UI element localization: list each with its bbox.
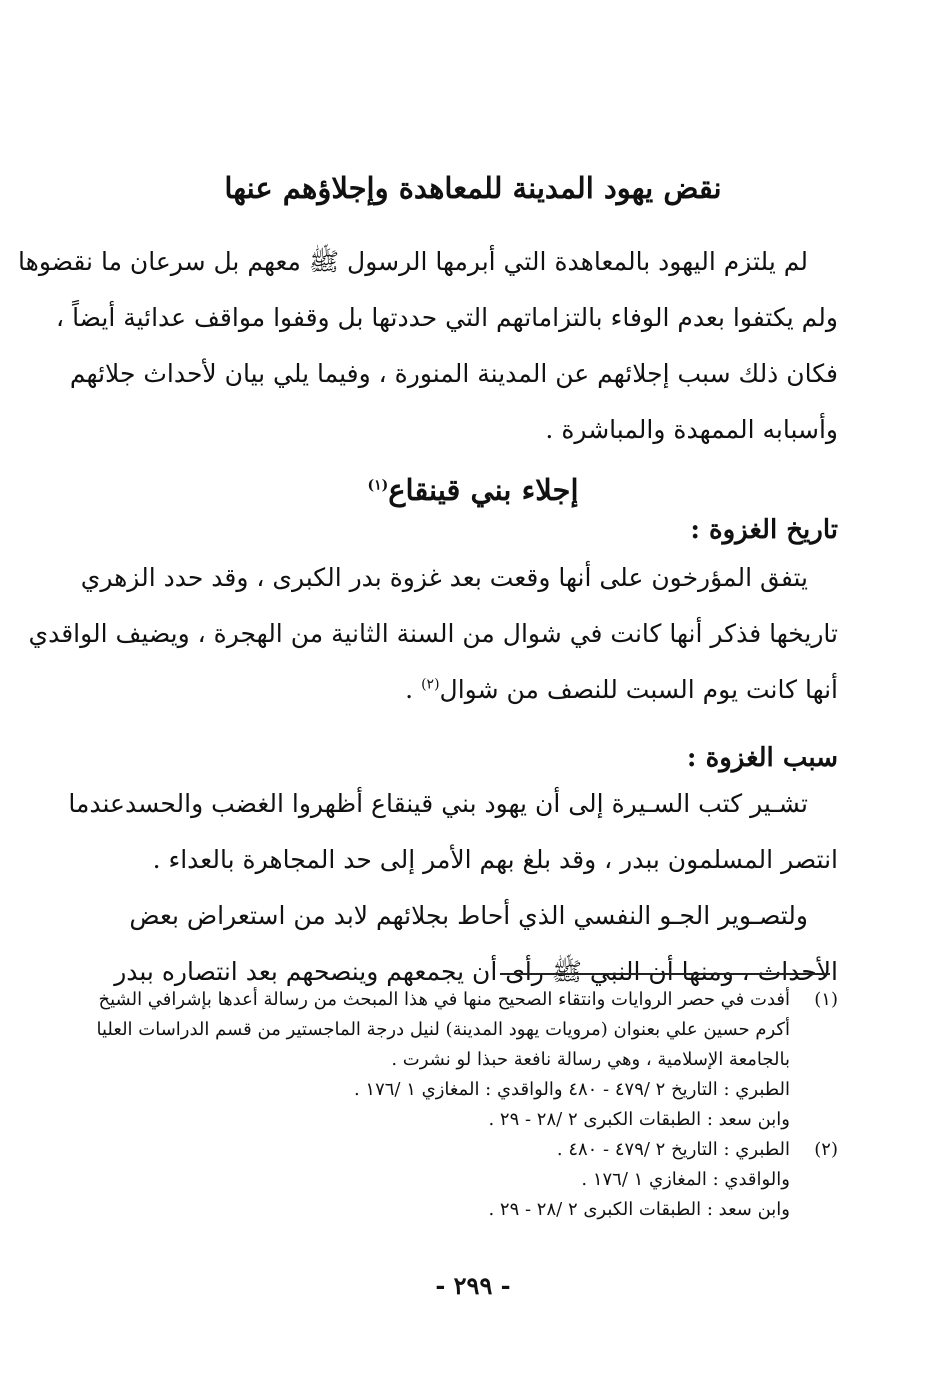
footnote-1-text-4: الطبري : التاريخ ٢ /٤٧٩ - ٤٨٠ والواقدي : المغازي ١ /١٧٦ . [353,1079,790,1100]
footnote-1-line-1 [98,985,838,1015]
footnote-2-text-1: الطبري : التاريخ ٢ /٤٧٩ - ٤٨٠ . [556,1139,790,1160]
footnote-1-number: (١) [814,989,838,1010]
footnote-1-text-2: أكرم حسين علي بعنوان (مرويات يهود المدينة) لنيل درجة الماجستير من قسم الدراسات العليا [96,1019,790,1040]
footnote-2-text-2: والواقدي : المغازي ١ /١٧٦ . [581,1169,790,1190]
date-line-3-tail: . [405,675,422,704]
date-heading: تاريخ الغزوة : [690,515,838,545]
page-number: - ٢٩٩ - [435,1271,511,1300]
footnote-1-text-3: بالجامعة الإسلامية ، وهي رسالة نافعة حبذا لو نشرت . [391,1049,790,1070]
footnote-1-line-3 [118,1045,838,1075]
cause-line-2: انتصر المسلمون ببدر ، وقد بلغ بهم الأمر إلى حد المجاهرة بالعداء . [152,845,838,874]
footnote-2-line-1 [118,1135,838,1165]
cause-line-1: تشـير كتب السـيرة إلى أن يهود بني قينقاع أظهروا الغضب والحسدعندما [68,789,808,818]
section-title-text: إجلاء بني قينقاع [388,473,579,507]
date-paragraph [28,550,838,718]
footnote-2-number: (٢) [814,1139,838,1160]
intro-paragraph [18,234,838,458]
date-line-2: تاريخها فذكر أنها كانت في شوال من السنة الثانية من الهجرة ، ويضيف الواقدي [28,619,838,648]
cause-line-4: الأحداث ، ومنها أن النبي ﷺ رأى أن يجمعهم وينصحهم بعد انتصاره ببدر [114,957,838,986]
footnote-2-line-3 [118,1195,838,1225]
section-title [120,470,826,510]
footnote-ref-2: (٢) [421,676,440,693]
footnotes [96,985,838,1225]
intro-line-1: لم يلتزم اليهود بالمعاهدة التي أبرمها الرسول ﷺ معهم بل سرعان ما نقضوها [18,247,808,276]
footnote-2-text-3: وابن سعد : الطبقات الكبرى ٢ /٢٨ - ٢٩ . [488,1199,790,1220]
footnote-1-text-1: أفدت في حصر الروايات وانتقاء الصحيح منها في هذا المبحث من رسالة أعدها بإشرافي الشيخ [98,989,790,1010]
footnote-1-line-5 [118,1105,838,1135]
date-line-3-text: أنها كانت يوم السبت للنصف من شوال [439,675,838,704]
intro-line-2: ولم يكتفوا بعدم الوفاء بالتزاماتهم التي حددتها بل وقفوا مواقف عدائية أيضاً ، [56,303,838,332]
footnote-ref-1: (١) [367,477,389,494]
footnote-1-line-4 [118,1075,838,1105]
date-line-1: يتفق المؤرخون على أنها وقعت بعد غزوة بدر الكبرى ، وقد حدد الزهري [80,563,808,592]
date-line-3 [132,662,838,718]
intro-line-3: فكان ذلك سبب إجلائهم عن المدينة المنورة ، وفيما يلي بيان لأحداث جلائهم [69,359,838,388]
footnote-1-line-2 [96,1015,838,1045]
footnote-1-text-5: وابن سعد : الطبقات الكبرى ٢ /٢٨ - ٢٩ . [488,1109,790,1130]
footnote-divider [500,973,830,975]
cause-line-3: ولتصـوير الجـو النفسي الذي أحاط بجلائهم لابد من استعراض بعض [129,901,808,930]
footnote-2-line-2 [118,1165,838,1195]
cause-heading: سبب الغزوة : [686,743,838,773]
page-title: نقض يهود المدينة للمعاهدة وإجلاؤهم عنها [224,171,722,205]
intro-line-4: وأسبابه الممهدة والمباشرة . [545,415,838,444]
